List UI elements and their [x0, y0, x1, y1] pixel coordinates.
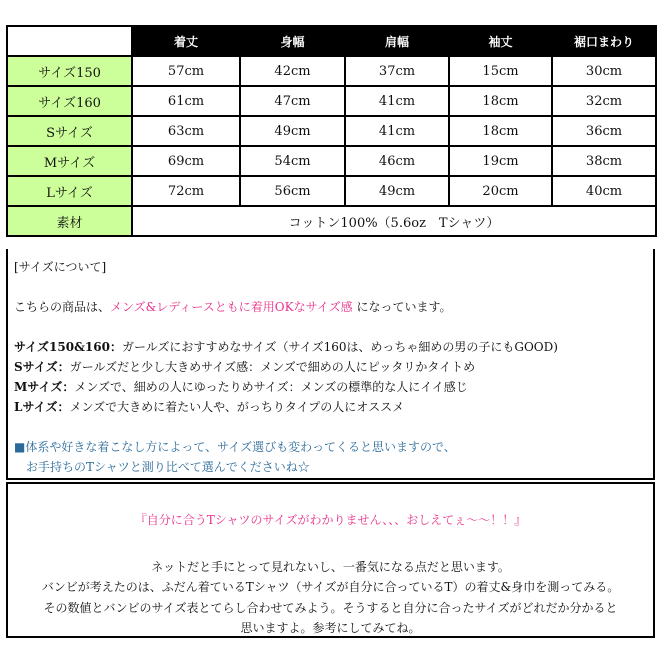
cell: 41cm — [345, 116, 449, 146]
size-key: Lサイズ： — [14, 400, 70, 414]
size-line — [8, 377, 653, 397]
material-row — [7, 206, 656, 236]
cell: 49cm — [240, 116, 345, 146]
size-key: サイズ150&160： — [14, 340, 122, 354]
size-line — [8, 357, 653, 377]
cell: 15cm — [449, 56, 552, 86]
cell: 18cm — [449, 86, 552, 116]
cell: 30cm — [552, 56, 656, 86]
cell: 46cm — [345, 146, 449, 176]
row-label: Lサイズ — [7, 176, 132, 206]
header-row — [7, 26, 656, 56]
size-text: メンズで大きめに着たい人や、がっちりタイプの人にオススメ — [69, 400, 405, 414]
cell: 40cm — [552, 176, 656, 206]
table-row — [7, 146, 656, 176]
faq-box — [6, 482, 655, 638]
table-row — [7, 116, 656, 146]
about-heading: [サイズについて] — [14, 260, 107, 274]
table-row — [7, 176, 656, 206]
intro-text-end: になっています。 — [352, 300, 452, 314]
header-cell: 肩幅 — [345, 26, 449, 56]
cell: 38cm — [552, 146, 656, 176]
table-row — [7, 86, 656, 116]
size-line — [8, 337, 653, 357]
size-text: ガールズだと少し大きめサイズ感：メンズで細めの人にピッタリかタイトめ — [69, 360, 476, 374]
intro-line — [8, 297, 653, 317]
size-key: Sサイズ： — [14, 360, 70, 374]
faq-question: 『自分に合うTシャツのサイズがわかりません、、、おしえてぇ〜〜！！』 — [134, 513, 527, 527]
header-blank — [7, 26, 132, 56]
cell: 56cm — [240, 176, 345, 206]
cell: 47cm — [240, 86, 345, 116]
cell: 32cm — [552, 86, 656, 116]
size-text: メンズで、細めの人にゆったりめサイズ：メンズの標準的な人にイイ感じ — [74, 380, 468, 394]
size-text: ガールズにおすすめなサイズ（サイズ160は、めっちゃ細めの男の子にもGOOD) — [121, 340, 558, 354]
note-line: ■体系や好きな着こなし方によって、サイズ選びも変わってくると思いますので、 — [14, 440, 456, 454]
cell: 36cm — [552, 116, 656, 146]
faq-answer-line: バンビが考えたのは、ふだん着ているTシャツ（サイズが自分に合っているT）の着丈&身巾を測ってみる。 — [41, 580, 620, 594]
cell: 69cm — [132, 146, 240, 176]
material-value: コットン100%（5.6oz Tシャツ） — [132, 206, 656, 236]
header-cell: 着丈 — [132, 26, 240, 56]
cell: 72cm — [132, 176, 240, 206]
header-cell: 袖丈 — [449, 26, 552, 56]
row-label: Sサイズ — [7, 116, 132, 146]
cell: 37cm — [345, 56, 449, 86]
intro-text: こちらの商品は、 — [14, 300, 111, 314]
size-line — [8, 397, 653, 417]
cell: 49cm — [345, 176, 449, 206]
faq-answer-line: その数値とバンビのサイズ表とてらし合わせてみよう。そうすると自分に合ったサイズがどれだか分かると — [43, 600, 618, 615]
cell: 42cm — [240, 56, 345, 86]
cell: 18cm — [449, 116, 552, 146]
header-cell: 身幅 — [240, 26, 345, 56]
row-label: Mサイズ — [7, 146, 132, 176]
note-line: お手持ちのTシャツと測り比べて選んでくださいね☆ — [14, 460, 310, 474]
cell: 63cm — [132, 116, 240, 146]
material-label: 素材 — [7, 206, 132, 236]
cell: 61cm — [132, 86, 240, 116]
size-description — [6, 249, 655, 480]
cell: 41cm — [345, 86, 449, 116]
faq-answer-line: 思いますよ。参考にしてみてね。 — [240, 621, 421, 635]
row-label: サイズ160 — [7, 86, 132, 116]
intro-highlight: メンズ&レディースともに着用OKなサイズ感 — [110, 300, 353, 314]
size-table — [6, 25, 657, 237]
row-label: サイズ150 — [7, 56, 132, 86]
cell: 20cm — [449, 176, 552, 206]
cell: 54cm — [240, 146, 345, 176]
header-cell: 裾口まわり — [552, 26, 656, 56]
cell: 19cm — [449, 146, 552, 176]
size-key: Mサイズ： — [14, 380, 75, 394]
cell: 57cm — [132, 56, 240, 86]
table-row — [7, 56, 656, 86]
faq-answer-line: ネットだと手にとって見れないし、一番気になる点だと思います。 — [151, 559, 510, 574]
